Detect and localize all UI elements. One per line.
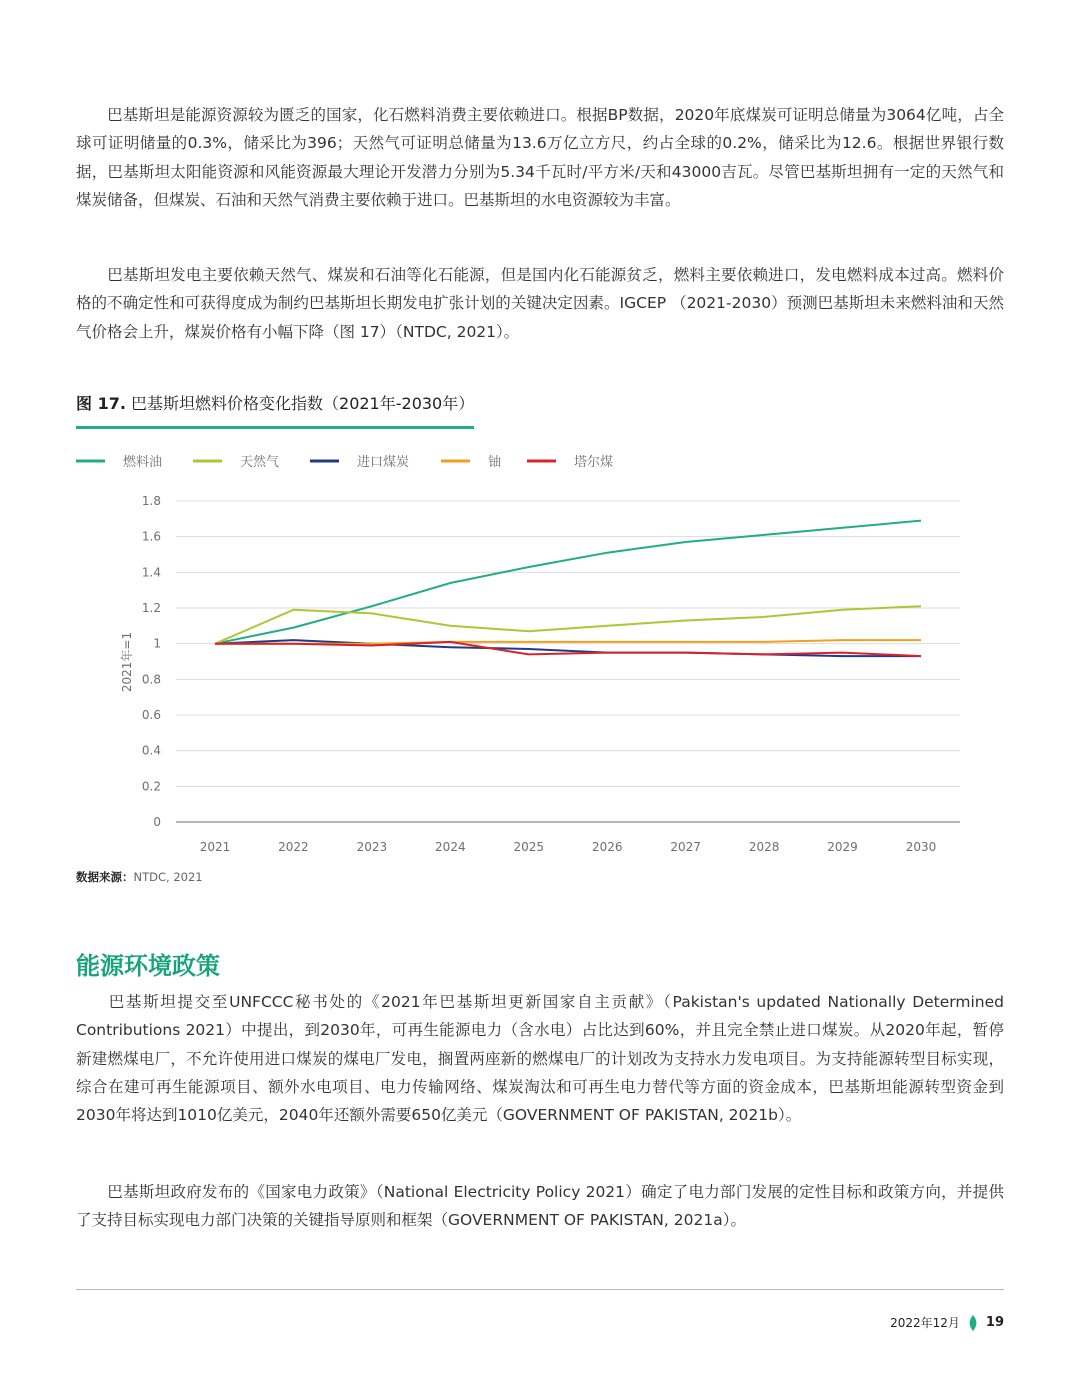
paragraph-electricity-policy-text: 巴基斯坦政府发布的《国家电力政策》（National Electricity Policy 2021）确定了电力部门发展的定性目标和政策方向，并提供了支持目标实现电力部门决策的关键指导原则和框架（GOVERNMENT OF PAKISTAN, 2021a）。 bbox=[76, 1183, 1004, 1230]
y-tick-label: 1 bbox=[153, 636, 161, 651]
paragraph-generation-text: 巴基斯坦发电主要依赖天然气、煤炭和石油等化石能源，但是国内化石能源贫乏，燃料主要依赖进口，发电燃料成本过高。燃料价格的不确定性和可获得度成为制约巴基斯坦长期发电扩张计划的关键决定因素。IGCEP （2021-2030）预测巴基斯坦未来燃料油和天然气价格会上升，煤炭价格有小幅下降（图 17）（NTDC, 2021）。 bbox=[76, 266, 1004, 341]
y-tick-label: 0.2 bbox=[141, 779, 161, 794]
leaf-icon bbox=[968, 1315, 978, 1331]
page-number: 19 bbox=[985, 1315, 1004, 1330]
x-tick-label: 2021 bbox=[199, 840, 231, 854]
paragraph-resources bbox=[76, 101, 1004, 214]
figure-caption: 巴基斯坦燃料价格变化指数（2021年-2030年） bbox=[131, 394, 475, 413]
paragraph-resources-text: 巴基斯坦是能源资源较为匮乏的国家，化石燃料消费主要依赖进口。根据BP数据，2020年底煤炭可证明总储量为3064亿吨，占全球可证明储量的0.3%，储采比为396；天然气可证明总储量为13.6万亿立方尺，约占全球的0.2%，储采比为12.6。根据世界银行数据，巴基斯坦太阳能资源和风能资源最大理论开发潜力分别为5.34千瓦时/平方米/天和43000吉瓦。尽管巴基斯坦拥有一定的天然气和煤炭储备，但煤炭、石油和天然气消费主要依赖于进口。巴基斯坦的水电资源较为丰富。 bbox=[76, 106, 1004, 209]
y-axis-label: 2021年=1 bbox=[120, 631, 134, 693]
chart-series-lines bbox=[215, 521, 921, 657]
page-footer bbox=[890, 1314, 1004, 1331]
legend-label-4: 塔尔煤 bbox=[574, 455, 614, 470]
legend-label-0: 燃料油 bbox=[123, 455, 163, 470]
y-tick-label: 0 bbox=[153, 815, 161, 829]
x-tick-label: 2029 bbox=[827, 840, 858, 854]
chart-x-ticks bbox=[200, 840, 937, 854]
y-tick-label: 0.4 bbox=[141, 743, 161, 758]
legend-label-2: 进口煤炭 bbox=[357, 455, 410, 470]
chart-legend bbox=[76, 454, 613, 470]
figure-title bbox=[76, 391, 474, 414]
x-tick-label: 2030 bbox=[905, 840, 937, 854]
series-line-1 bbox=[215, 606, 921, 644]
y-tick-label: 1.8 bbox=[141, 494, 161, 508]
y-tick-label: 1.6 bbox=[141, 529, 161, 544]
paragraph-generation bbox=[76, 261, 1004, 346]
x-tick-label: 2026 bbox=[591, 840, 623, 854]
footer-date: 2022年12月 bbox=[890, 1316, 960, 1330]
legend-label-3: 铀 bbox=[488, 455, 502, 470]
figure-source bbox=[76, 869, 203, 885]
chart-gridlines bbox=[176, 501, 960, 822]
legend-label-1: 天然气 bbox=[240, 455, 280, 470]
x-tick-label: 2028 bbox=[748, 840, 780, 854]
x-tick-label: 2024 bbox=[435, 840, 466, 854]
y-tick-label: 0.8 bbox=[141, 672, 161, 687]
fuel-price-line-chart bbox=[0, 440, 1080, 860]
source-value: NTDC, 2021 bbox=[133, 870, 203, 884]
chart-y-ticks bbox=[142, 494, 161, 829]
x-tick-label: 2025 bbox=[513, 840, 545, 854]
paragraph-ndc-text: 巴基斯坦提交至UNFCCC秘书处的《2021年巴基斯坦更新国家自主贡献》（Pakistan's updated Nationally Determined Contributions 2021）中提出，到2030年，可再生能源电力（含水电）占比达到60%，并且完全禁止进口煤炭。从2020年起，暂停新建燃煤电厂，不允许使用进口煤炭的煤电厂发电，搁置两座新的燃煤电厂的计划改为支持水力发电项目。为支持能源转型目标实现，综合在建可再生能源项目、额外水电项目、电力传输网络、煤炭淘汰和可再生电力替代等方面的资金成本，巴基斯坦能源转型资金到2030年将达到1010亿美元，2040年还额外需要650亿美元（GOVERNMENT OF PAKISTAN, 2021b）。 bbox=[76, 993, 1004, 1125]
x-tick-label: 2022 bbox=[278, 840, 309, 854]
x-tick-label: 2027 bbox=[670, 840, 701, 854]
series-line-0 bbox=[215, 521, 921, 644]
y-tick-label: 1.2 bbox=[141, 601, 161, 615]
x-tick-label: 2023 bbox=[356, 840, 388, 854]
section-title: 能源环境政策 bbox=[76, 952, 220, 980]
paragraph-ndc bbox=[76, 988, 1004, 1129]
y-tick-label: 1.4 bbox=[141, 565, 161, 580]
y-tick-label: 0.6 bbox=[141, 708, 161, 722]
figure-title-underline bbox=[76, 426, 474, 429]
figure-number: 图 17. bbox=[76, 394, 126, 413]
paragraph-electricity-policy bbox=[76, 1178, 1004, 1235]
footer-divider bbox=[76, 1289, 1004, 1290]
source-label: 数据来源： bbox=[76, 870, 134, 884]
